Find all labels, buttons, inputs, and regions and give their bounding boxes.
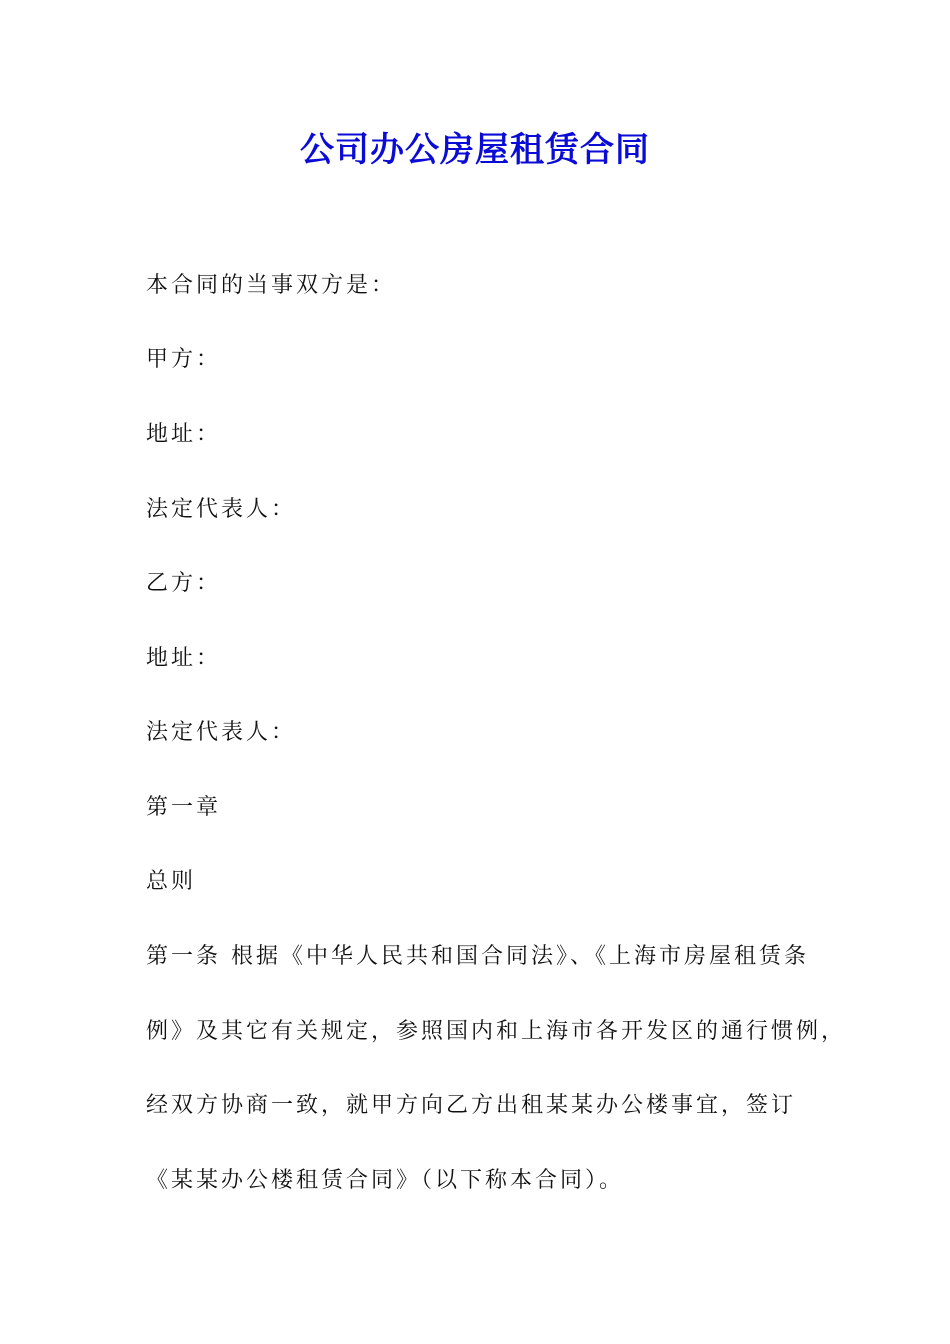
- party-b-label: 乙方：: [146, 571, 222, 596]
- party-a-representative-label: 法定代表人：: [146, 497, 297, 522]
- article-one-line-1: 第一条 根据《中华人民共和国合同法》、《上海市房屋租赁条: [146, 944, 809, 969]
- party-b-address-label: 地址：: [146, 646, 222, 671]
- chapter-heading: 第一章: [146, 795, 222, 820]
- article-one-line-2: 例》及其它有关规定，参照国内和上海市各开发区的通行惯例，: [146, 1019, 847, 1044]
- parties-intro: 本合同的当事双方是：: [146, 273, 397, 298]
- party-a-label: 甲方：: [146, 347, 222, 372]
- article-one-line-4: 《某某办公楼租赁合同》（以下称本合同）。: [146, 1168, 625, 1193]
- article-one-line-3: 经双方协商一致，就甲方向乙方出租某某办公楼事宜，签订: [146, 1093, 797, 1118]
- party-b-representative-label: 法定代表人：: [146, 720, 297, 745]
- chapter-title: 总则: [146, 869, 197, 894]
- document-title: 公司办公房屋租赁合同: [300, 130, 650, 170]
- party-a-address-label: 地址：: [146, 422, 222, 447]
